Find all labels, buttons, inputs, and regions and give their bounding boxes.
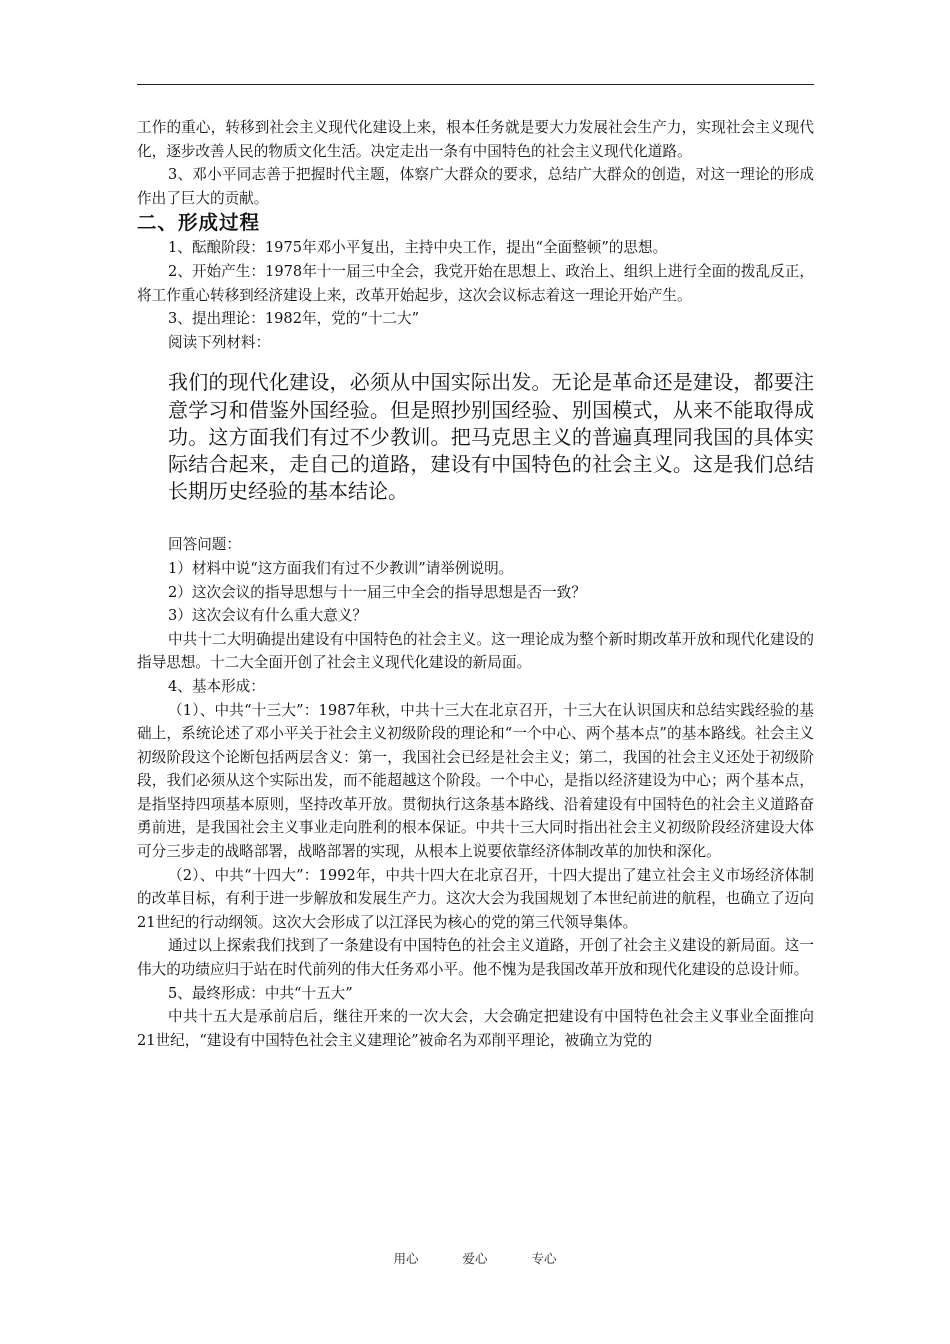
paragraph: 通过以上探索我们找到了一条建设有中国特色的社会主义道路，开创了社会主义建设的新局面。这一伟大的功绩应归于站在时代前列的伟大任务邓小平。他不愧为是我国改革开放和现代化建设的总设计师。 (137, 937, 814, 979)
footer-text: 专心 (531, 1251, 557, 1266)
paragraph: 4、基本形成： (168, 677, 265, 695)
question-item: 3）这次会议有什么重大意义？ (168, 607, 368, 625)
footer-text: 爱心 (462, 1251, 488, 1266)
header-rule (137, 84, 814, 85)
quote-block: 我们的现代化建设，必须从中国实际出发。无论是革命还是建设，都要注意学习和借鉴外国经验。但是照抄别国经验、别国模式，从来不能取得成功。这方面我们有过不少教训。把马克思主义的普遍真理同我国的具体实际结合起来，走自己的道路，建设有中国特色的社会主义。这是我们总结长期历史经验的基本结论。 (168, 370, 814, 504)
page-footer (0, 1249, 950, 1267)
process-item: 3、提出理论：1982年，党的“十二大” (168, 310, 420, 328)
paragraph: 工作的重心，转移到社会主义现代化建设上来，根本任务就是要大力发展社会生产力，实现社会主义现代化，逐步改善人民的物质文化生活。决定走出一条有中国特色的社会主义现代化道路。 (137, 119, 814, 160)
footer-text: 用心 (393, 1251, 419, 1266)
spacer (137, 505, 814, 533)
paragraph: 3、邓小平同志善于把握时代主题，体察广大群众的要求，总结广大群众的创造，对这一理论的形成作出了巨大的贡献。 (137, 166, 814, 207)
process-item: 1、酝酿阶段：1975年邓小平复出，主持中央工作，提出“全面整顿”的思想。 (168, 239, 668, 257)
questions-intro: 回答问题： (168, 536, 241, 554)
section-heading: 二、形成过程 (137, 211, 261, 235)
paragraph: 中共十五大是承前启后，继往开来的一次大会，大会确定把建设有中国特色社会主义事业全面推向21世纪，“建设有中国特色社会主义建理论”被命名为邓削平理论，被确立为党的 (137, 1008, 814, 1049)
paragraph: 5、最终形成：中共“十五大” (168, 984, 353, 1002)
question-item: 2）这次会议的指导思想与十一届三中全会的指导思想是否一致？ (168, 583, 586, 601)
question-item: 1）材料中说“这方面我们有过不少教训”请举例说明。 (168, 559, 514, 577)
paragraph: （2）、中共“十四大”：1992年，中共十四大在北京召开，十四大提出了建立社会主义市场经济体制的改革目标，有利于进一步解放和发展生产力。这次大会为我国规划了本世纪前进的航程，也确立了迈向21世纪的行动纲领。这次大会形成了以江泽民为核心的党的第三代领导集体。 (137, 866, 814, 931)
process-item: 2、开始产生：1978年十一届三中全会，我党开始在思想上、政治上、组织上进行全面的拨乱反正，将工作重心转移到经济建设上来，改革开始起步，这次会议标志着这一理论开始产生。 (137, 262, 814, 304)
paragraph: （1）、中共“十三大”：1987年秋，中共十三大在北京召开，十三大在认识国庆和总结实践经验的基础上，系统论述了邓小平关于社会主义初级阶段的理论和“一个中心、两个基本点”的基本路线。社会主义初级阶段这个论断包括两层含义：第一，我国社会已经是社会主义；第二，我国的社会主义还处于初级阶段，我们必须从这个实际出发，而不能超越这个阶段。一个中心，是指以经济建设为中心；两个基本点，是指坚持四项基本原则，坚持改革开放。贯彻执行这条基本路线、沿着建设有中国特色的社会主义道路奋勇前进，是我国社会主义事业走向胜利的根本保证。中共十三大同时指出社会主义初级阶段经济建设大体可分三步走的战略部署，战略部署的实现，从根本上说要依靠经济体制改革的加快和深化。 (137, 701, 814, 861)
document-body (137, 116, 814, 1052)
paragraph: 中共十二大明确提出建设有中国特色的社会主义。这一理论成为整个新时期改革开放和现代化建设的指导思想。十二大全面开创了社会主义现代化建设的新局面。 (137, 630, 814, 672)
reading-prompt: 阅读下列材料： (168, 333, 271, 351)
